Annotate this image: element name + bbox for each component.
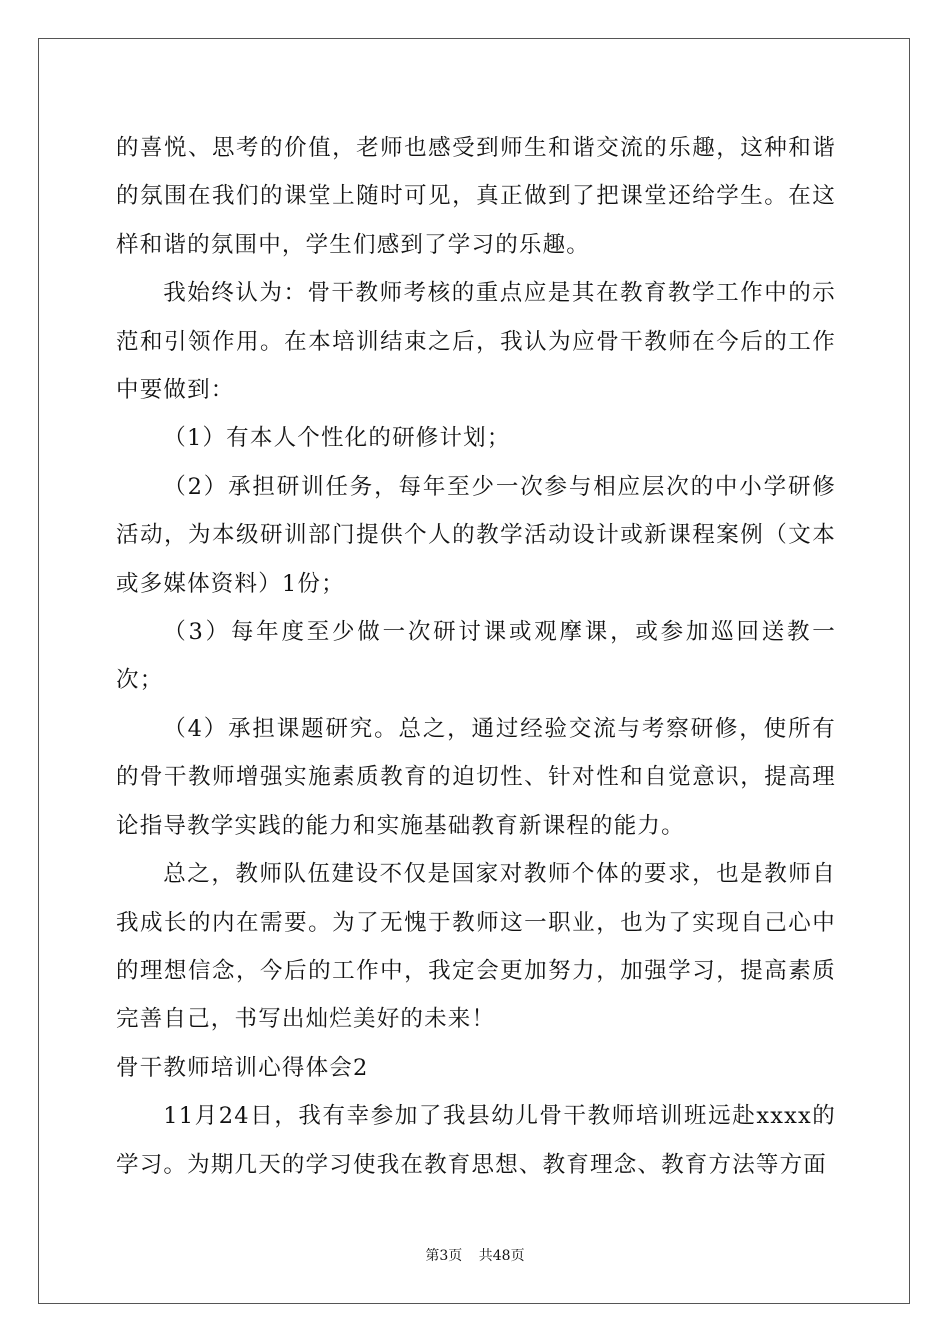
list-item-2: （2）承担研训任务，每年至少一次参与相应层次的中小学研修活动，为本级研训部门提供个人的教学活动设计或新课程案例（文本或多媒体资料）1份； — [116, 473, 836, 597]
document-body — [116, 124, 836, 1189]
page-footer — [0, 1245, 950, 1265]
page-number: 第3页 — [425, 1248, 463, 1264]
conclusion-paragraph: 总之，教师队伍建设不仅是国家对教师个体的要求，也是教师自我成长的内在需要。为了无愧于教师这一职业，也为了实现自己心中的理想信念，今后的工作中，我定会更加努力，加强学习，提高素质完善自己，书写出灿烂美好的未来！ — [116, 861, 836, 1033]
paragraph-after-heading: 11月24日，我有幸参加了我县幼儿骨干教师培训班远赴xxxx的学习。为期几天的学习使我在教育思想、教育理念、教育方法等方面 — [116, 1103, 836, 1178]
list-item-4: （4）承担课题研究。总之，通过经验交流与考察研修，使所有的骨干教师增强实施素质教育的迫切性、针对性和自觉意识，提高理论指导教学实践的能力和实施基础教育新课程的能力。 — [116, 715, 836, 839]
list-item-3: （3）每年度至少做一次研讨课或观摩课，或参加巡回送教一次； — [116, 619, 836, 694]
section-heading: 骨干教师培训心得体会2 — [116, 1054, 369, 1081]
paragraph-1: 的喜悦、思考的价值，老师也感受到师生和谐交流的乐趣，这种和谐的氛围在我们的课堂上随时可见，真正做到了把课堂还给学生。在这样和谐的氛围中，学生们感到了学习的乐趣。 — [116, 135, 836, 258]
list-item-1: （1）有本人个性化的研修计划； — [163, 425, 511, 452]
paragraph-2: 我始终认为：骨干教师考核的重点应是其在教育教学工作中的示范和引领作用。在本培训结束之后，我认为应骨干教师在今后的工作中要做到： — [116, 280, 836, 404]
page-total: 共48页 — [478, 1248, 525, 1264]
